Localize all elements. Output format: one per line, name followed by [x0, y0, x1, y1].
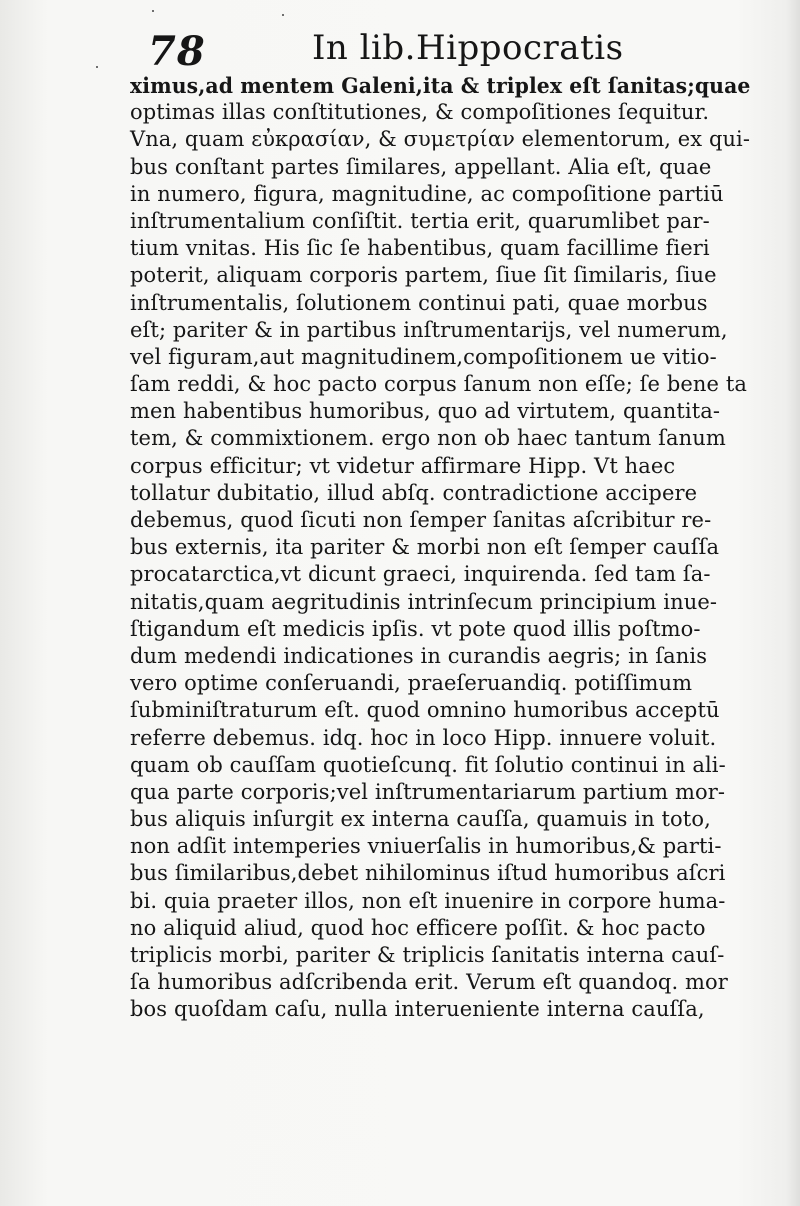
text-line: in numero, figura, magnitudine, ac compoſitione partiū [130, 181, 724, 206]
text-line: procatarctica,vt dicunt graeci, inquirenda. ſed tam ſa- [130, 562, 711, 587]
text-line: tem, & commixtionem. ergo non ob haec tantum ſanum [130, 426, 726, 451]
ink-speck [96, 66, 98, 68]
page-header [0, 24, 800, 75]
text-line: non adſit intemperies vniuerſalis in humoribus,& parti- [130, 834, 722, 859]
text-line: bus conſtant partes ſimilares, appellant. Alia eſt, quae [130, 154, 712, 179]
ink-speck [282, 14, 284, 16]
text-line: men habentibus humoribus, quo ad virtutem, quantita- [130, 399, 721, 424]
text-line: bos quoſdam caſu, nulla interueniente interna cauſſa, [130, 997, 705, 1022]
text-line: referre debemus. idq. hoc in loco Hipp. innuere voluit. [130, 725, 717, 750]
text-line: bus ſimilaribus,debet nihilominus iſtud humoribus aſcri [130, 861, 726, 886]
text-line: dum medendi indicationes in curandis aegris; in ſanis [130, 643, 708, 668]
text-line: ſa humoribus adſcribenda erit. Verum eſt quandoq. mor [130, 970, 728, 995]
text-line: tollatur dubitatio, illud abſq. contradictione accipere [130, 480, 698, 505]
text-line: triplicis morbi, pariter & triplicis ſanitatis interna cauſ- [130, 943, 725, 967]
text-line: nitatis,quam aegritudinis intrinſecum principium inue- [130, 589, 718, 614]
body-text [130, 72, 750, 1024]
text-line: no aliquid aliud, quod hoc efficere poſſit. & hoc pacto [130, 915, 706, 940]
page-number: 78 [148, 28, 206, 75]
text-line: ſtigandum eſt medicis ipſis. vt pote quod illis poſtmo- [130, 616, 701, 641]
text-line: tium vnitas. His ſic ſe habentibus, quam facillime fieri [130, 236, 710, 261]
text-line: quam ob cauſſam quotieſcunq. fit ſolutio continui in ali- [130, 752, 726, 777]
text-line: ſam reddi, & hoc pacto corpus ſanum non eſſe; ſe bene ta [130, 372, 747, 397]
text-line: inſtrumentalis, ſolutionem continui pati, quae morbus [130, 290, 708, 315]
text-line: Vna, quam εὐκρασίαν, & συμετρίαν elementorum, ex qui- [130, 127, 750, 152]
text-line: qua parte corporis;vel inſtrumentariarum partium mor- [130, 779, 726, 804]
text-line: poterit, aliquam corporis partem, ſiue ſit ſimilaris, ſiue [130, 263, 717, 288]
text-line: corpus efficitur; vt videtur affirmare Hipp. Vt haec [130, 453, 676, 478]
text-line: ſubminiſtraturum eſt. quod omnino humoribus acceptū [130, 698, 720, 723]
text-line: debemus, quod ſicuti non ſemper ſanitas aſcribitur re- [130, 508, 712, 532]
text-line: bus aliquis inſurgit ex interna cauſſa, quamuis in toto, [130, 807, 711, 832]
ink-speck [152, 10, 154, 12]
page-edge-shadow [786, 0, 800, 1206]
text-line: vero optime conſeruandi, praeſeruandiq. potiſſimum [130, 671, 693, 696]
running-head: In lib.Hippocratis [312, 28, 624, 68]
text-line: optimas illas conſtitutiones, & compoſitiones ſequitur. [130, 100, 710, 125]
text-line: bi. quia praeter illos, non eſt inuenire in corpore huma- [130, 888, 726, 913]
text-line: inſtrumentalium conſiſtit. tertia erit, quarumlibet par- [130, 208, 710, 233]
text-line: bus externis, ita pariter & morbi non eſt ſemper cauſſa [130, 535, 720, 560]
text-line: vel figuram,aut magnitudinem,compoſitionem ue vitio- [130, 344, 717, 369]
text-line: ximus,ad mentem Galeni,ita & triplex eſt ſanitas;quae [130, 73, 751, 98]
text-line: eſt; pariter & in partibus inſtrumentarijs, vel numerum, [130, 317, 728, 342]
